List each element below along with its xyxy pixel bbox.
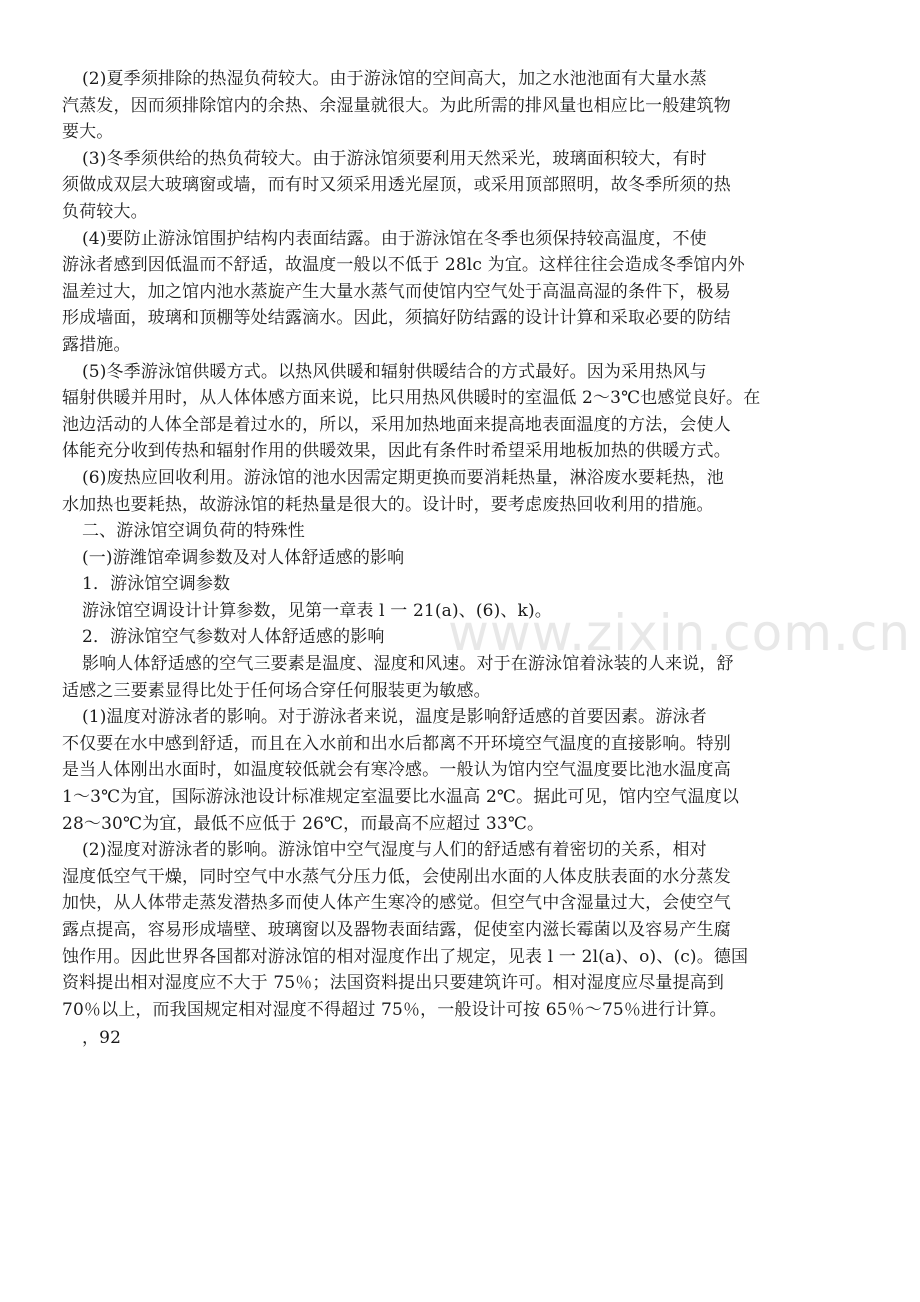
text-line: 露措施。: [62, 334, 131, 355]
text-line: (6)废热应回收利用。游泳馆的池水因需定期更换而要消耗热量，淋浴废水要耗热，池: [82, 467, 724, 488]
text-line: 适感之三要素显得比处于任何场合穿任何服装更为敏感。: [62, 680, 491, 701]
watermark: www.zixin.com.cn: [448, 604, 912, 662]
paragraph: [62, 545, 798, 572]
text-line: 体能充分收到传热和辐射作用的供暖效果，因此有条件时希望采用地板加热的供暖方式。: [62, 441, 731, 462]
text-line: 水加热也要耗热，故游泳馆的耗热量是很大的。设计时，要考虑废热回收利用的措施。: [62, 494, 714, 515]
text-line: 辐射供暖并用时，从人体体感方面来说，比只用热风供暖时的室温低 2～3℃也感觉良好。在: [62, 388, 761, 409]
text-line: 游泳者感到因低温而不舒适，故温度一般以不低于 28lc 为宜。这样往往会造成冬季馆内外: [62, 255, 745, 276]
text-line: (3)冬季须供给的热负荷较大。由于游泳馆须要利用天然采光，玻璃面积较大，有时: [82, 148, 707, 169]
text-line: 影响人体舒适感的空气三要素是温度、湿度和风速。对于在游泳馆着泳装的人来说，舒: [82, 654, 734, 675]
text-line: (一)游潍馆牵调参数及对人体舒适感的影响: [82, 547, 405, 568]
paragraph: [62, 571, 798, 598]
paragraph: [62, 624, 798, 651]
text-line: 露点提高，容易形成墙壁、玻璃窗以及器物表面结露，促使室内滋长霉菌以及容易产生腐: [62, 920, 731, 940]
text-line: 蚀作用。因此世界各国都对游泳馆的相对湿度作出了规定，见表 l 一 2l(a)、o)、(c)。德国: [62, 946, 749, 967]
paragraph: [62, 146, 798, 226]
text-line: 资料提出相对湿度应不大于 75％；法国资料提出只要建筑许可。相对湿度应尽量提高到: [62, 973, 725, 994]
document-body: [62, 66, 798, 1052]
text-line: (4)要防止游泳馆围护结构内表面结露。由于游泳馆在冬季也须保持较高温度，不使: [82, 228, 707, 249]
text-line: 1～3℃为宜，国际游泳池设计标准规定室温要比水温高 2℃。据此可见，馆内空气温度以: [62, 787, 740, 808]
paragraph: [62, 598, 798, 625]
text-line: 二、游泳馆空调负荷的特殊性: [82, 521, 305, 542]
text-line: 形成墙面，玻璃和顶棚等处结露滴水。因此，须搞好防结露的设计计算和采取必要的防结: [62, 308, 731, 329]
text-line: 湿度低空气干燥，同时空气中水蒸气分压力低，会使剐出水面的人体皮肤表面的水分蒸发: [62, 866, 731, 887]
paragraph: [62, 465, 798, 518]
paragraph: [62, 66, 798, 146]
text-line: (2)湿度对游泳者的影响。游泳馆中空气湿度与人们的舒适感有着密切的关系，相对: [82, 840, 707, 861]
text-line: 是当人体刚出水面时，如温度较低就会有寒冷感。一般认为馆内空气温度要比池水温度高: [62, 760, 731, 781]
text-line: 须做成双层大玻璃窗或墙，而有时又须采用透光屋顶，或采用顶部照明，故冬季所须的热: [62, 175, 731, 196]
text-line: 28～30℃为宜，最低不应低于 26℃，而最高不应超过 33℃。: [62, 813, 545, 834]
paragraph: [62, 359, 798, 465]
text-line: 2．游泳馆空气参数对人体舒适感的影响: [82, 627, 385, 648]
text-line: 负荷较大。: [62, 201, 148, 222]
text-line: (2)夏季须排除的热湿负荷较大。由于游泳馆的空间高大，加之水池池面有大量水蒸: [82, 69, 707, 89]
text-line: 汽蒸发，因而须排除馆内的余热、余湿量就很大。为此所需的排风量也相应比一般建筑物: [62, 95, 731, 116]
text-line: 游泳馆空调设计计算参数，见第一章表 l 一 21(a)、(6)、k)。: [82, 600, 552, 621]
text-line: (5)冬季游泳馆供暖方式。以热风供暖和辐射供暖结合的方式最好。因为采用热风与: [82, 361, 707, 382]
paragraph: [62, 226, 798, 359]
paragraph: [62, 651, 798, 704]
text-line: 要大。: [62, 122, 114, 143]
text-line: 1．游泳馆空调参数: [82, 574, 231, 595]
paragraph: [62, 518, 798, 545]
paragraph: [62, 704, 798, 837]
paragraph: [62, 837, 798, 1023]
page-number: ，92: [82, 1028, 122, 1049]
text-line: 加快，从人体带走蒸发潜热多而使人体产生寒冷的感觉。但空气中含湿量过大，会使空气: [62, 893, 731, 914]
text-line: 不仅要在水中感到舒适，而且在入水前和出水后都离不开环境空气温度的直接影响。特别: [62, 733, 731, 754]
text-line: 70％以上，而我国规定相对湿度不得超过 75％，一般设计可按 65％～75％进行计算。: [62, 999, 727, 1020]
text-line: 温差过大，加之馆内池水蒸旋产生大量水蒸气而使馆内空气处于高温高湿的条件下，极易: [62, 281, 731, 302]
text-line: 池边活动的人体全部是着过水的，所以，采用加热地面来提高地表面温度的方法，会使人: [62, 414, 731, 435]
text-line: (1)温度对游泳者的影响。对于游泳者来说，温度是影响舒适感的首要因素。游泳者: [82, 707, 707, 728]
